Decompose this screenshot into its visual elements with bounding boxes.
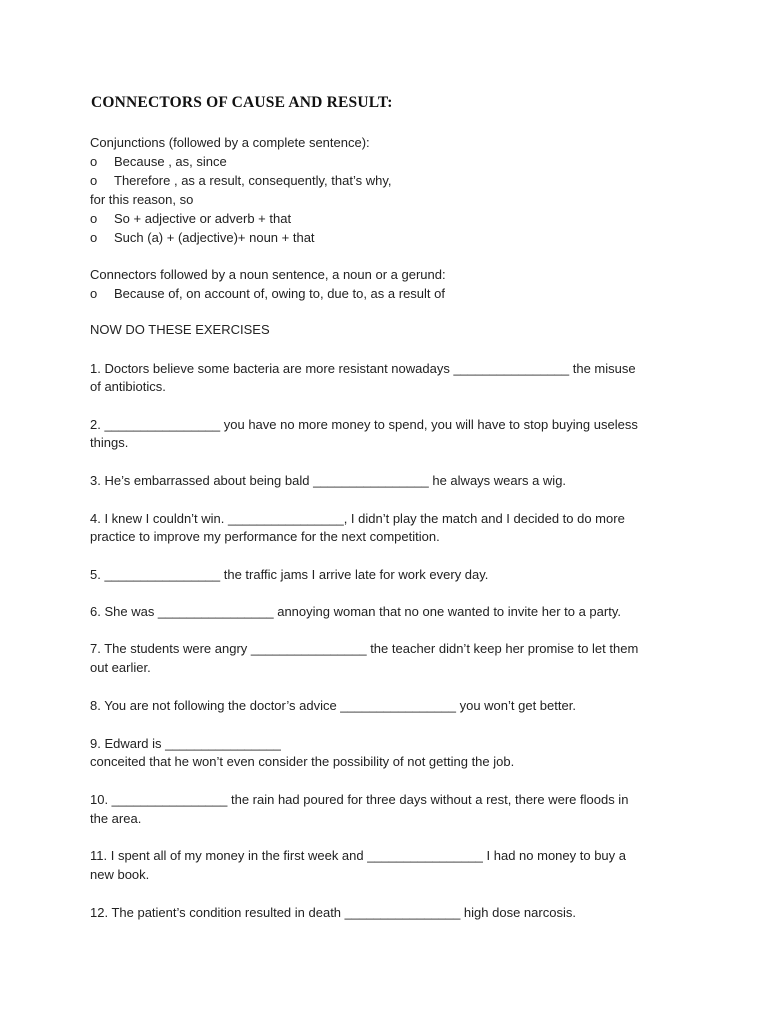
conjunctions-item-1	[90, 154, 227, 170]
exercise-4-line-2: practice to improve my performance for the next competition.	[90, 529, 440, 544]
exercise-6-line-1: 6. She was ________________ annoying woman that no one wanted to invite her to a party.	[90, 604, 621, 619]
bullet-mark: o	[90, 211, 98, 226]
exercises-heading: NOW DO THESE EXERCISES	[90, 322, 270, 337]
exercise-10-line-2: the area.	[90, 811, 142, 826]
conjunctions-item-2-continuation: for this reason, so	[90, 192, 194, 207]
exercise-2-line-1: 2. ________________ you have no more money to spend, you will have to stop buying useless	[90, 417, 638, 432]
conjunctions-item-3-text: So + adjective or adverb + that	[114, 211, 292, 226]
conjunctions-item-2	[90, 173, 391, 189]
bullet-mark: o	[90, 286, 98, 301]
exercise-10-line-1: 10. ________________ the rain had poured for three days without a rest, there were floods in	[90, 792, 629, 807]
conjunctions-item-4	[90, 230, 315, 246]
exercise-7-line-2: out earlier.	[90, 660, 151, 675]
bullet-mark: o	[90, 230, 98, 245]
connectors-item-1-text: Because of, on account of, owing to, due to, as a result of	[114, 286, 445, 301]
page-title: CONNECTORS OF CAUSE AND RESULT:	[91, 94, 393, 111]
conjunctions-heading: Conjunctions (followed by a complete sentence):	[90, 135, 370, 150]
exercise-5-line-1: 5. ________________ the traffic jams I arrive late for work every day.	[90, 567, 489, 582]
exercise-11-line-1: 11. I spent all of my money in the first week and ________________ I had no money to buy a	[90, 848, 627, 863]
exercise-1-line-2: of antibiotics.	[90, 379, 166, 394]
conjunctions-item-1-text: Because , as, since	[114, 154, 227, 169]
connectors-item-1	[90, 286, 445, 302]
exercise-9-line-1: 9. Edward is ________________	[90, 736, 281, 751]
exercise-4-line-1: 4. I knew I couldn’t win. ________________, I didn’t play the match and I decided to do more	[90, 511, 625, 526]
conjunctions-item-3	[90, 211, 291, 227]
exercise-3-line-1: 3. He’s embarrassed about being bald ________________ he always wears a wig.	[90, 473, 567, 488]
exercise-7-line-1: 7. The students were angry ________________ the teacher didn’t keep her promise to let them	[90, 641, 639, 656]
bullet-mark: o	[90, 173, 98, 188]
exercise-8-line-1: 8. You are not following the doctor’s advice ________________ you won’t get better.	[90, 698, 576, 713]
connectors-heading: Connectors followed by a noun sentence, a noun or a gerund:	[90, 267, 446, 282]
exercise-9-line-2: conceited that he won’t even consider the possibility of not getting the job.	[90, 754, 515, 769]
exercise-11-line-2: new book.	[90, 867, 150, 882]
bullet-mark: o	[90, 154, 98, 169]
exercise-2-line-2: things.	[90, 435, 129, 450]
exercise-1-line-1: 1. Doctors believe some bacteria are more resistant nowadays ________________ the misuse	[90, 361, 636, 376]
exercise-12-line-1: 12. The patient’s condition resulted in death ________________ high dose narcosis.	[90, 905, 576, 920]
conjunctions-item-4-text: Such (a) + (adjective)+ noun + that	[114, 230, 315, 245]
conjunctions-item-2-text: Therefore , as a result, consequently, that’s why,	[114, 173, 392, 188]
